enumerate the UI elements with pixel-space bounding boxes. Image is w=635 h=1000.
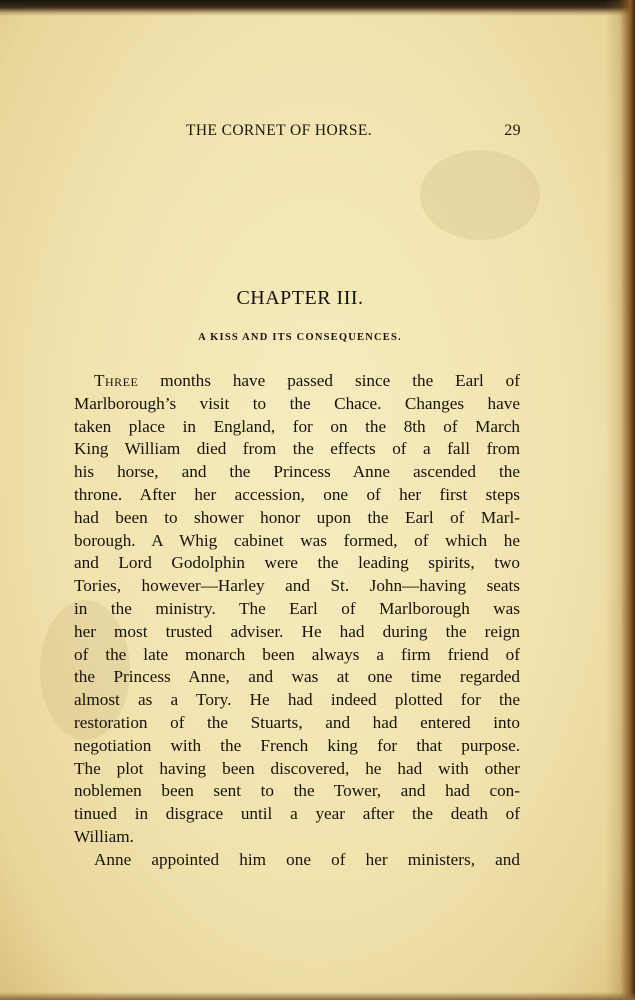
text-line: restoration of the Stuarts, and had entered into [74,712,520,732]
page-bottom-edge [0,992,635,1000]
text-line: taken place in England, for on the 8th of March [74,416,520,436]
paper-stain [420,150,540,240]
text-line: borough. A Whig cabinet was formed, of which he [74,530,520,550]
text-line: King William died from the effects of a fall from [74,439,520,459]
text-line: his horse, and the Princess Anne ascended the [74,462,520,482]
page-right-edge [605,0,635,1000]
text-line: Anne appointed him one of her ministers, and [94,849,520,869]
text-line: negotiation with the French king for that purpose. [74,735,520,755]
page-top-shadow [0,0,635,16]
text-line-rest: months have passed since the Earl of [138,371,520,390]
page-number: 29 [504,122,521,139]
text-line: throne. After her accession, one of her first steps [74,484,520,504]
text-line: of the late monarch been always a firm friend of [74,644,520,664]
chapter-subtitle: A KISS AND ITS CONSEQUENCES. [198,332,402,343]
text-line: noblemen been sent to the Tower, and had con- [74,781,520,801]
text-line: the Princess Anne, and was at one time regarded [74,667,520,687]
text-line: Tories, however—Harley and St. John—having seats [74,576,520,596]
text-line: The plot having been discovered, he had with other [74,758,520,778]
text-line [74,370,520,393]
text-line: Marlborough’s visit to the Chace. Changes have [74,393,520,413]
text-line: and Lord Godolphin were the leading spirits, two [74,553,520,573]
text-line: tinued in disgrace until a year after the death of [74,804,520,824]
chapter-title: CHAPTER III. [236,287,364,309]
text-line: her most trusted adviser. He had during the reign [74,621,520,641]
body-text [74,370,520,872]
text-line: had been to shower honor upon the Earl of Marl- [74,507,520,527]
text-line: in the ministry. The Earl of Marlborough was [74,598,520,618]
text-line: almost as a Tory. He had indeed plotted for the [74,690,520,710]
text-line: William. [74,826,134,846]
lead-word: Three [94,371,139,390]
running-head-title: THE CORNET OF HORSE. [186,122,372,139]
